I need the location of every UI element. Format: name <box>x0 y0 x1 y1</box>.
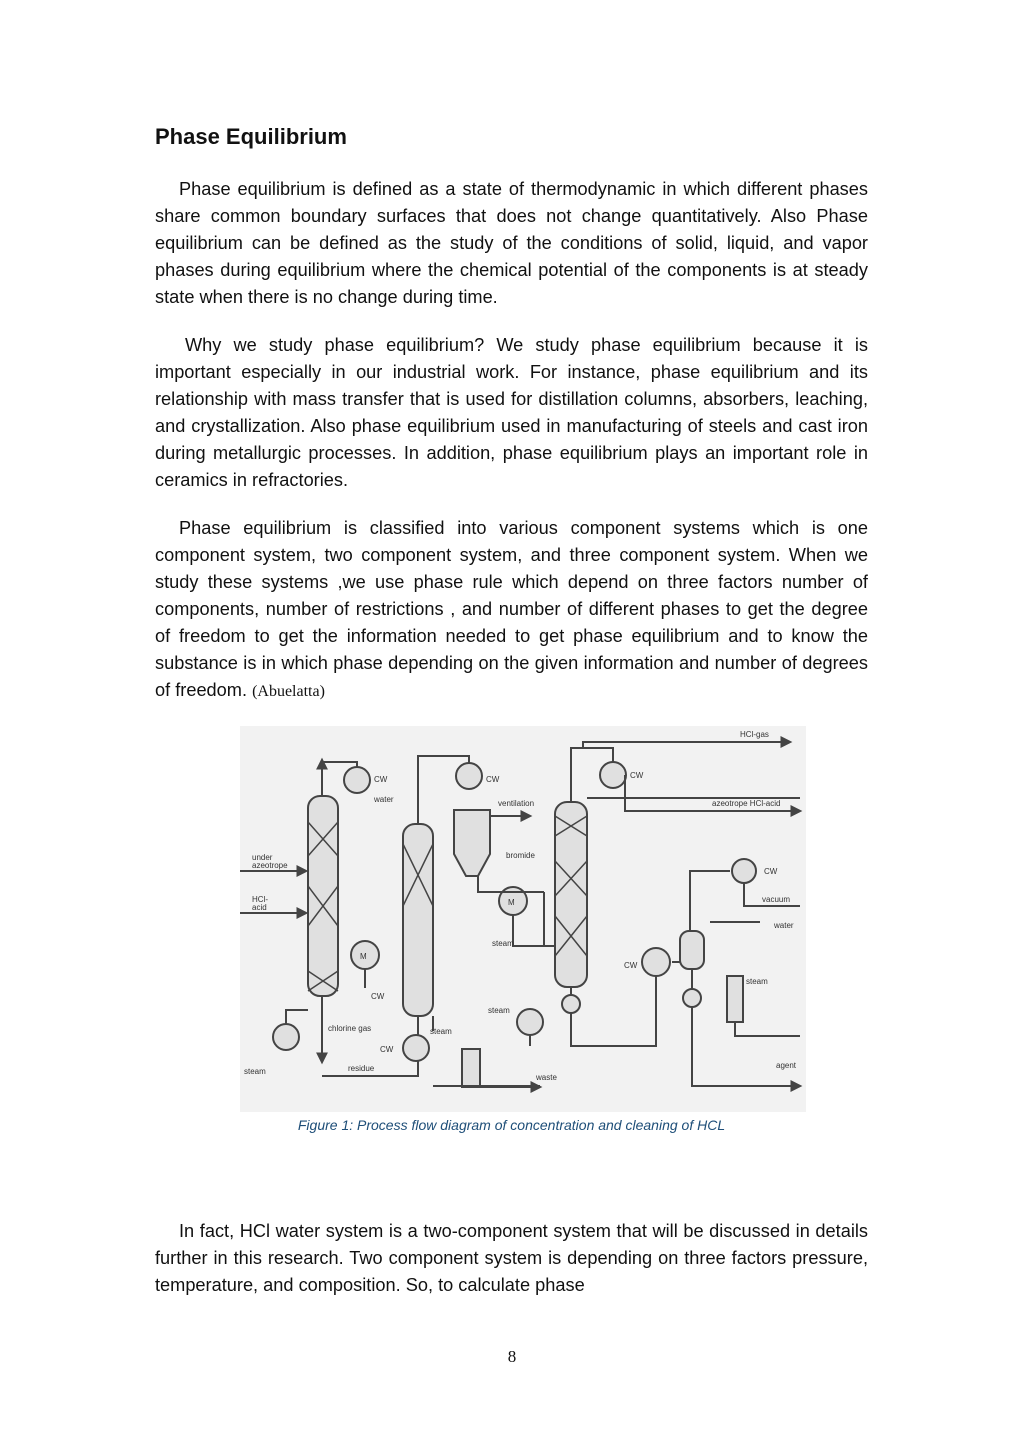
label-cw-4: CW <box>764 867 778 876</box>
figure-caption: Figure 1: Process flow diagram of concentration and cleaning of HCL <box>297 1117 726 1133</box>
label-m-1: M <box>360 952 367 961</box>
paragraph-2 <box>155 332 868 494</box>
paragraph-3-text: Phase equilibrium is classified into various component systems which is one component system, two component system, and three component system. When we study these systems ,we use phase rule which depend on three factors number of components, number of restrictions , and number of different phases to get the degree of freedom to get the information needed to get phase equilibrium and to know the substance is in which phase depending on the given information and number of degrees of freedom. <box>155 518 868 700</box>
section-heading: Phase Equilibrium <box>155 124 347 149</box>
citation: (Abuelatta) <box>252 683 325 700</box>
paragraph-4-text: In fact, HCl water system is a two-component system that will be discussed in details further in this research. Two component system is depending on three factors pressure, temperature, and composition. So, to calculate phase <box>155 1221 868 1295</box>
label-under-azeotrope: azeotrope <box>252 861 288 870</box>
process-flow-diagram <box>240 726 806 1112</box>
label-vacuum: vacuum <box>762 895 791 904</box>
label-waste: waste <box>536 1073 557 1082</box>
label-m-2: M <box>508 898 515 907</box>
process-flow-svg <box>240 726 806 1112</box>
label-hcl-gas: HCl-gas <box>740 730 769 739</box>
label-hcl: HCl- <box>252 895 268 904</box>
label-hcl-acid: acid <box>252 903 267 912</box>
paragraph-4 <box>155 1218 868 1299</box>
label-cw-6: CW <box>371 992 385 1001</box>
distillation-column-3 <box>555 802 587 987</box>
paragraph-1-text: Phase equilibrium is defined as a state of thermodynamic in which different phases share common boundary surfaces that does not change quantitatively. Also Phase equilibrium can be defined as the study of the conditions of solid, liquid, and vapor phases during equilibrium where the chemical potential of the components is at steady state when there is no change during time. <box>155 179 868 307</box>
label-residue: residue <box>348 1064 375 1073</box>
paragraph-3 <box>155 515 868 705</box>
label-chlorine-gas: chlorine gas <box>328 1024 372 1033</box>
label-water-2: water <box>774 921 794 930</box>
label-azeotrope: azeotrope HCl-acid <box>712 799 781 808</box>
label-ventilation: ventilation <box>498 799 535 808</box>
label-steam-3: steam <box>488 1006 510 1015</box>
label-water: water <box>374 795 394 804</box>
label-cw-2: CW <box>486 775 500 784</box>
label-under: under <box>252 853 273 862</box>
label-bromide: bromide <box>506 851 535 860</box>
label-cw-7: CW <box>380 1045 394 1054</box>
label-cw-5: CW <box>624 961 638 970</box>
label-cw-3: CW <box>630 771 644 780</box>
label-cw-1: CW <box>374 775 388 784</box>
label-steam-4: steam <box>430 1027 452 1036</box>
paragraph-1 <box>155 176 868 311</box>
label-steam-2: steam <box>746 977 768 986</box>
label-steam-5: steam <box>244 1067 266 1076</box>
page-number: 8 <box>507 1347 517 1366</box>
label-agent: agent <box>776 1061 797 1070</box>
label-steam-1: steam <box>492 939 514 948</box>
paragraph-2-text: Why we study phase equilibrium? We study phase equilibrium because it is important especially in our industrial work. For instance, phase equilibrium and its relationship with mass transfer that is used for distillation columns, absorbers, leaching, and crystallization. Also phase equilibrium used in manufacturing of steels and cast iron during metallurgic processes. In addition, phase equilibrium plays an important role in ceramics in refractories. <box>155 335 868 490</box>
